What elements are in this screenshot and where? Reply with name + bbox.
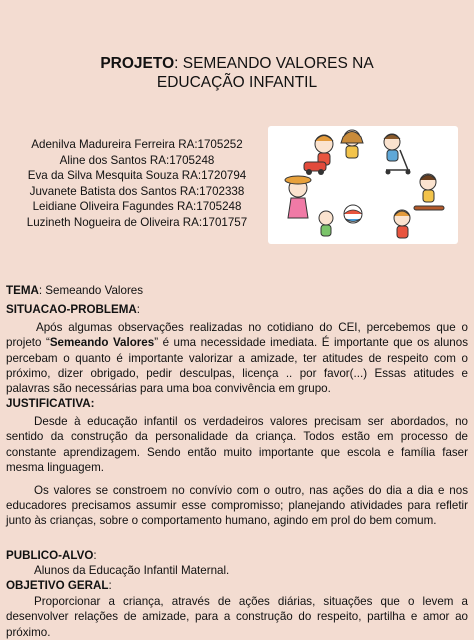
- publico-colon: :: [93, 549, 97, 562]
- author-3: Eva da Silva Mesquita Souza RA:1720794: [27, 169, 247, 182]
- author-1: Adenilva Madureira Ferreira RA:1705252: [31, 138, 243, 151]
- title-line-1: [0, 54, 474, 73]
- author-4: Juvanete Batista dos Santos RA:1702338: [29, 184, 245, 198]
- situacao-label: SITUACAO-PROBLEMA: [6, 303, 137, 316]
- title-line-2: EDUCAÇÃO INFANTIL: [156, 74, 318, 91]
- author-6: Luzineth Nogueira de Oliveira RA:1701757: [26, 215, 248, 229]
- author-list: [6, 137, 268, 230]
- tema-label: TEMA: [6, 284, 39, 297]
- objetivo-colon: :: [108, 579, 112, 592]
- publico-heading: [6, 548, 468, 563]
- justificativa-label: JUSTIFICATIVA:: [6, 397, 95, 410]
- justificativa-paragraph-1: Desde à educação infantil os verdadeiros valores precisam ser abordados, no sentido da construção da personalidade da criança. Todos estão em processo de constante aprendizagem. Sendo então muito importante que escola e família faser mesma linguagem.: [6, 415, 468, 474]
- situacao-colon: :: [136, 303, 140, 316]
- tema-value: : Semeando Valores: [38, 284, 144, 297]
- children-playing-illustration: [268, 126, 458, 244]
- objetivo-label: OBJETIVO GERAL: [6, 579, 109, 592]
- objetivo-geral-section: [6, 578, 468, 640]
- objetivo-paragraph: Proporcionar a criança, através de ações diárias, situações que o levem a desenvolver relações de amizade, para a construção do respeito, partilha e amor ao próximo.: [6, 595, 468, 639]
- situacao-text-bold: Semeando Valores: [49, 336, 155, 350]
- justificativa-section: [6, 396, 468, 529]
- title-line1-rest: : SEMEANDO VALORES NA: [174, 55, 374, 72]
- document-title: [0, 54, 474, 92]
- author-5: Leidiane Oliveira Fagundes RA:1705248: [32, 200, 242, 213]
- situacao-paragraph: [6, 320, 468, 396]
- publico-value: Alunos da Educação Infantil Maternal.: [34, 564, 230, 578]
- title-label: PROJETO: [100, 55, 175, 72]
- situacao-problema-section: [6, 302, 468, 396]
- situacao-text-a: Após algumas observações realizadas no cotidiano do CEI, percebemos que o projeto “: [6, 321, 468, 350]
- situacao-heading: [6, 302, 468, 317]
- situacao-text-b: ” é uma necessidade imediata. É importante que os alunos percebam o quanto é importante valorizar a amizade, ter atitudes de respeito com o próximo, dizer obrigado, pedir desculpas, licença .. por favor(...) Essas atitudes e palavras são necessárias para uma boa convivência em grupo.: [6, 336, 468, 396]
- author-2: Aline dos Santos RA:1705248: [59, 153, 215, 167]
- justificativa-paragraph-2: Os valores se constroem no convívio com o outro, nas ações do dia a dia e nos educadores precisamos assumir esse compromisso; planejando atividades para refletir junto às crianças, sobre o comportamento humano, agindo em prol do bem comum.: [6, 484, 468, 528]
- publico-alvo-section: [6, 548, 468, 578]
- publico-label: PUBLICO-ALVO: [6, 549, 94, 562]
- objetivo-heading: [6, 578, 468, 593]
- tema-section: [6, 283, 468, 298]
- children-playing-icon: [268, 126, 458, 244]
